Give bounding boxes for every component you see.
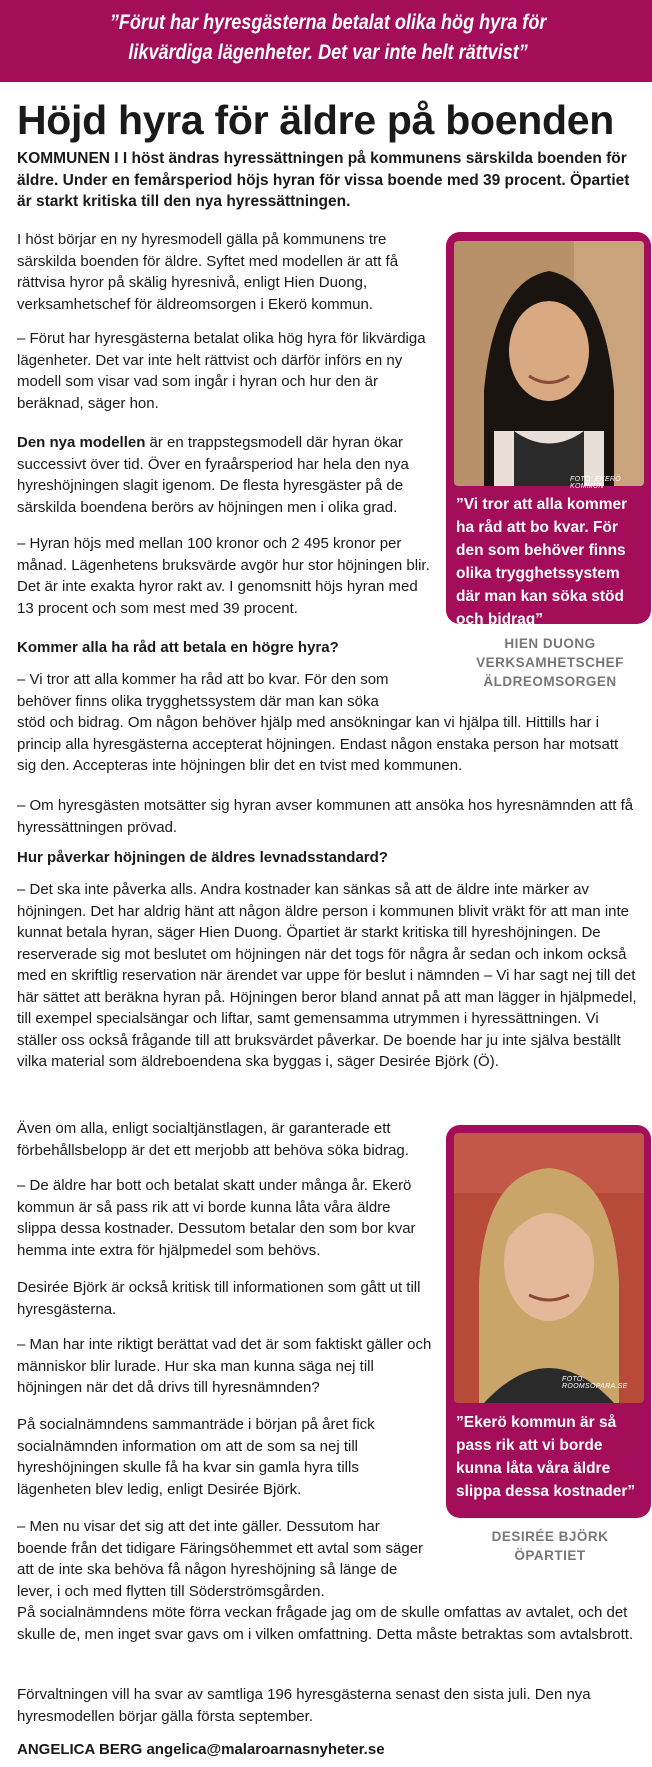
top-quote-banner [0, 0, 652, 82]
paragraph-12: På socialnämndens sammanträde i början på året fick socialnämnden information om att de som sa nej till hyreshöjningen skulle få ha kvar sin gamla hyra tills lägenheten blev ledig, enligt Desirée Björk. [17, 1416, 375, 1498]
paragraph-3 [17, 432, 432, 518]
paragraph-9: – De äldre har bott och betalat skatt under många år. Ekerö kommun är så pass rik att vi borde kunna låta våra äldre slippa dessa kostnader. Dessutom betalar den som bor kvar hemma inte extra för hjälpmedel som behövs. [17, 1177, 416, 1259]
paragraph-6: – Om hyresgästen motsätter sig hyran avser kommunen att ansöka hos hyresnämnden att få hyressättningen prövad. [17, 797, 634, 836]
paragraph-3-rest: är en trappstegsmodell där hyran ökar successivt över tid. Över en fyraårsperiod har hela den nya hyreshöjningen slagit igenom. De flesta hyresgäster på de särskilda boendena berörs av höjningen men i olika grad. [17, 434, 409, 516]
paragraph-5b: stöd och bidrag. Om någon behöver hjälp med ansökningar kan vi hjälpa till. Hittills har i princip alla hyresgästerna accepterat höjningen. Endast någon enstaka person har motsatt sig den. Accepteras inte höjningen blir det en tvist med kommunen. [17, 714, 619, 774]
photo-credit-1: FOTO: EKERÖ KOMMUN [570, 476, 622, 490]
paragraph-2: – Förut har hyresgästerna betalat olika hög hyra för likvärdiga lägenheter. Det var inte helt rättvist och därför införs en ny modell som visar vad som ingår i hyran och hur den är beräknad, säger hon. [17, 330, 426, 412]
byline-email[interactable]: angelica@malaroarnasnyheter.se [146, 1741, 385, 1758]
paragraph-8: Även om alla, enligt socialtjänstlagen, är garanterade ett förbehållsbelopp är det ett merjobb att behöva söka bidrag. [17, 1120, 409, 1159]
desiree-bjork-portrait-image [454, 1133, 644, 1403]
paragraph-10: Desirée Björk är också kritisk till informationen som gått ut till hyresgästerna. [17, 1279, 421, 1318]
paragraph-7: – Det ska inte påverka alls. Andra kostnader kan sänkas så att de äldre inte märker av höjningen. Det har aldrig hänt att någon äldre person i kommunen blivit vräkt för att man inte kunnat betala hyran, säger Hien Duong. Öpartiet är starkt kritiska till hyreshöjningen. De reserverade sig mot beslutet om höjningen när det togs för några år sedan och inkom också med en skriftlig reservation när ärendet var uppe för beslut i nämnden – Vi har sagt nej till det här sättet att beräkna hyran på. Höjningen beror bland annat på att man lägger in hjälpmedel, till exempel specialsängar och liftar, samt gemensamma utrymmen i hyressättningen. Vi ställer oss också frågande till att bruksvärdet påverkar. De boende har ju inte själva beställt vilka material som äldreboendena ska byggas i, säger Desirée Björk (Ö). [17, 881, 637, 1070]
quote-desiree-bjork: ”Ekerö kommun är så pass rik att vi borde kunna låta våra äldre slippa dessa kostnader” [456, 1414, 636, 1500]
caption-name-2: DESIRÉE BJÖRK [491, 1529, 609, 1544]
photo-credit-2: FOTO: ROOMSOPARA.SE [562, 1376, 628, 1390]
caption-hien-duong [450, 634, 650, 691]
paragraph-14: Förvaltningen vill ha svar av samtliga 196 hyresgästerna senast den sista juli. Den nya hyresmodellen börjar gälla första september. [17, 1686, 591, 1725]
hien-duong-portrait-image [454, 241, 644, 486]
caption-party-2: ÖPARTIET [514, 1548, 586, 1563]
caption-name-1: HIEN DUONG [504, 636, 596, 651]
banner-quote [40, 8, 616, 68]
banner-quote-line2: likvärdiga lägenheter. Det var inte helt rättvist” [128, 41, 528, 64]
paragraph-11: – Man har inte riktigt berättat vad det är som faktiskt gäller och människor blir lurade. Hur ska man kunna säga nej till höjningen när det då drivs till hyresnämnden? [17, 1336, 432, 1396]
paragraph-13a: – Men nu visar det sig att det inte gäller. Dessutom har boende från det tidigare Färingsöhemmet ett avtal som säger att de inte ska behöva få någon hyreshöjning så länge de lever, i och med flytten till Söderströmsgården. [17, 1518, 424, 1600]
question-1: Kommer alla ha råd att betala en högre hyra? [17, 639, 339, 656]
quote-box-desiree-bjork [446, 1125, 651, 1518]
paragraph-3-lead: Den nya modellen [17, 434, 146, 451]
quote-hien-duong: ”Vi tror att alla kommer ha råd att bo kvar. För den som behöver finns olika trygghetssystem där man kan söka stöd och bidrag” [456, 496, 628, 628]
question-2: Hur påverkar höjningen de äldres levnadsstandard? [17, 849, 388, 866]
byline-name: ANGELICA BERG [17, 1741, 143, 1758]
caption-role-1a: VERKSAMHETSCHEF [476, 655, 624, 670]
paragraph-5a: – Vi tror att alla kommer ha råd att bo kvar. För den som behöver finns olika trygghetssystem där man kan söka [17, 671, 389, 710]
paragraph-13b: På socialnämndens möte förra veckan frågade jag om de skulle omfattas av avtalet, och det skulle de, men inget svar gavs om i vilken omfattning. Detta måste betraktas som avtalsbrott. [17, 1604, 634, 1643]
article-ingress: KOMMUNEN I I höst ändras hyressättningen på kommunens särskilda boenden för äldre. Under en femårsperiod höjs hyran för vissa boende med 39 procent. Öpartiet är starkt kritiska till den nya hyressättningen. [17, 150, 630, 210]
byline [17, 1741, 385, 1758]
paragraph-4: – Hyran höjs med mellan 100 kronor och 2 495 kronor per månad. Lägenhetens bruksvärde avgör hur stor höjningen blir. Det är inte exakta hyror rakt av. I genomsnitt höjs hyran med 13 procent och som mest med 39 procent. [17, 535, 430, 617]
caption-role-1b: ÄLDREOMSORGEN [483, 674, 617, 689]
banner-quote-line1: ”Förut har hyresgästerna betalat olika hög hyra för [109, 11, 547, 34]
caption-desiree-bjork [450, 1527, 650, 1565]
article-headline: Höjd hyra för äldre på boenden [17, 97, 614, 143]
quote-box-hien-duong [446, 232, 651, 628]
desiree-bjork-photo [454, 1133, 644, 1403]
paragraph-1: I höst börjar en ny hyresmodell gälla på kommunens tre särskilda boenden för äldre. Syftet med modellen är att få rättvisa hyror på skälig hyresnivå, enligt Hien Duong, verksamhetschef för äldreomsorgen i Ekerö kommun. [17, 231, 399, 313]
hien-duong-photo [454, 241, 644, 486]
